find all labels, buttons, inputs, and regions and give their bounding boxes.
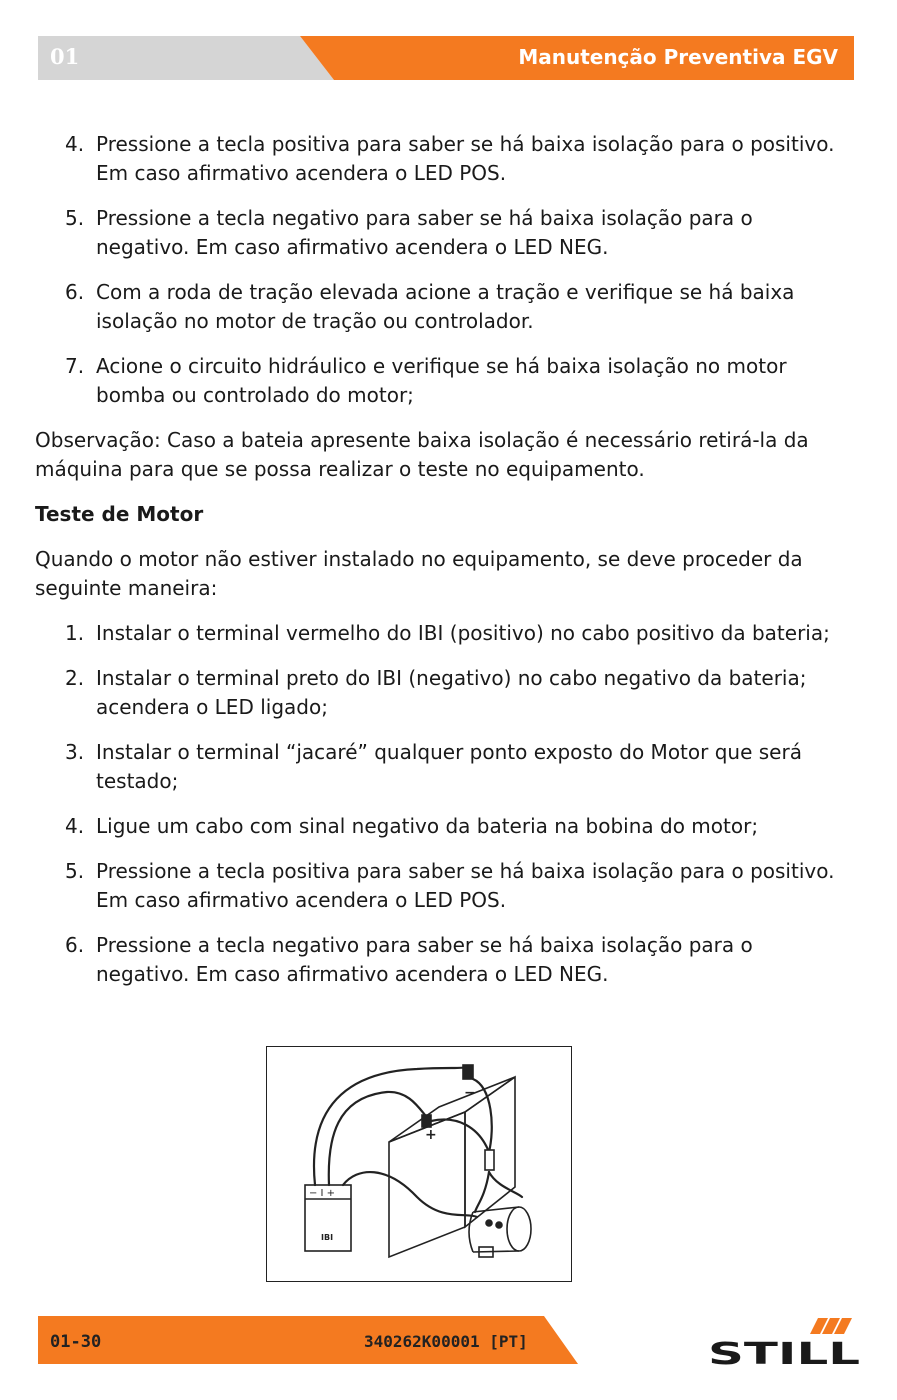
list-item [35, 857, 845, 915]
ibi-terminals-label: − I + [309, 1188, 336, 1199]
list-item [35, 204, 845, 262]
list-item-text: Pressione a tecla negativo para saber se há baixa isolação para o negativo. Em caso afirmativo acendera o LED NEG. [96, 933, 753, 986]
battery-minus-label: − [464, 1085, 476, 1101]
list-item [35, 738, 845, 796]
header-title: Manutenção Preventiva EGV [518, 45, 838, 69]
still-logo [706, 1316, 862, 1366]
motor-test-wiring-diagram [266, 1046, 572, 1282]
document-number: 340262K00001 [PT] [364, 1332, 528, 1351]
page-header [38, 36, 854, 80]
list-item [35, 619, 845, 648]
insulation-steps-list [35, 130, 845, 410]
list-item-text: Com a roda de tração elevada acione a tração e verifique se há baixa isolação no motor de tração ou controlador. [96, 280, 795, 333]
list-item-text: Pressione a tecla negativo para saber se há baixa isolação para o negativo. Em caso afirmativo acendera o LED NEG. [96, 206, 753, 259]
list-item [35, 352, 845, 410]
list-item-number: 5. [65, 859, 85, 883]
list-item [35, 278, 845, 336]
svg-text:STILL: STILL [708, 1337, 860, 1366]
list-item-text: Acione o circuito hidráulico e verifique se há baixa isolação no motor bomba ou controlado do motor; [96, 354, 787, 407]
list-item [35, 664, 845, 722]
list-item-text: Instalar o terminal “jacaré” qualquer ponto exposto do Motor que será testado; [96, 740, 802, 793]
motor-icon [469, 1207, 531, 1257]
list-item-number: 4. [65, 132, 85, 156]
list-item-number: 2. [65, 666, 85, 690]
cable-clamp-icon [485, 1150, 494, 1170]
chapter-number: 01 [50, 44, 80, 69]
section-title: Teste de Motor [35, 502, 204, 526]
list-item-number: 3. [65, 740, 85, 764]
ibi-label: IBI [321, 1233, 334, 1242]
list-item-number: 6. [65, 280, 85, 304]
list-item-text: Instalar o terminal preto do IBI (negativo) no cabo negativo da bateria; acendera o LED ligado; [96, 666, 807, 719]
battery-plus-label: + [425, 1127, 437, 1143]
list-item [35, 812, 845, 841]
battery-icon [389, 1065, 515, 1257]
test-cables [314, 1067, 522, 1217]
intro-paragraph: Quando o motor não estiver instalado no equipamento, se deve proceder da seguinte maneira: [35, 547, 803, 600]
list-item-number: 1. [65, 621, 85, 645]
list-item-number: 4. [65, 814, 85, 838]
list-item [35, 130, 845, 188]
list-item-text: Ligue um cabo com sinal negativo da bateria na bobina do motor; [96, 814, 759, 838]
list-item-text: Pressione a tecla positiva para saber se há baixa isolação para o positivo. Em caso afirmativo acendera o LED POS. [96, 132, 835, 185]
wiring-illustration [267, 1047, 570, 1280]
page-footer [38, 1316, 578, 1364]
list-item-text: Instalar o terminal vermelho do IBI (positivo) no cabo positivo da bateria; [96, 621, 830, 645]
list-item-number: 6. [65, 933, 85, 957]
page-number: 01-30 [50, 1332, 102, 1352]
observation-paragraph: Observação: Caso a bateia apresente baixa isolação é necessário retirá-la da máquina para que se possa realizar o teste no equipamento. [35, 428, 809, 481]
list-item [35, 931, 845, 989]
list-item-text: Pressione a tecla positiva para saber se há baixa isolação para o positivo. Em caso afirmativo acendera o LED POS. [96, 859, 835, 912]
motor-test-steps-list [35, 619, 845, 989]
list-item-number: 7. [65, 354, 85, 378]
page-content [35, 130, 845, 1005]
list-item-number: 5. [65, 206, 85, 230]
